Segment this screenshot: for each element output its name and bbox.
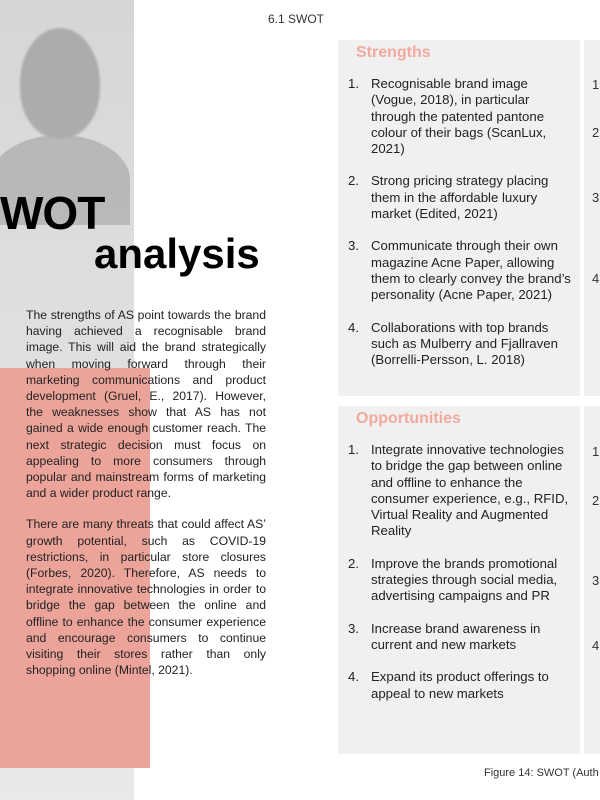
body-paragraph-1: The strengths of AS point towards the brand having achieved a recognisable brand image. This will aid the brand strategically when moving forward through their marketing communications and product development (Gruel, E., 2017). However, the weaknesses show that AS has not gained a wide enough customer reach. The next strategic decision must focus on appealing to more consumers through popular and mainstream forms of marketing and a wider product range. — [26, 308, 266, 501]
list-item: 2. Improve the brands promotional strategies through social media, advertising campaigns and PR — [348, 555, 558, 604]
opportunities-title: Opportunities — [356, 410, 461, 427]
list-item: 4. Expand its product offerings to appeal to new markets — [348, 669, 549, 701]
list-item: 2. Strong pricing strategy placing them in the affordable luxury market (Edited, 2021) — [348, 173, 549, 222]
body-paragraph-2: There are many threats that could affect AS’ growth potential, such as COVID-19 restrictions, in particular store closures (Forbes, 2020). Therefore, AS needs to integrate innovative technologies in order to bridge the gap between the online and offline to enhance the consumer experience and encourage consumers to continue visiting their stores rather than only shopping online (Mintel, 2021). — [26, 517, 266, 678]
weaknesses-number: 2 — [592, 125, 600, 140]
page-title: WOT — [0, 187, 105, 239]
weaknesses-number: 3 — [592, 190, 600, 205]
weaknesses-number: 1 — [592, 77, 600, 92]
threats-number: 4 — [592, 638, 600, 653]
strengths-list — [348, 76, 573, 384]
threats-number: 3 — [592, 573, 600, 588]
list-item: 3. Increase brand awareness in current and new markets — [348, 620, 541, 652]
list-item: 1. Integrate innovative technologies to bridge the gap between online and offline to enhance the consumer experience, e.g., RFID, Virtual Reality and Augmented Reality — [348, 442, 569, 539]
weaknesses-number: 4 — [592, 271, 600, 286]
list-item: 4. Collaborations with top brands such as Mulberry and Fjallraven (Borrelli-Persson, L. 2018) — [348, 319, 558, 368]
opportunities-list — [348, 442, 573, 718]
body-text — [26, 307, 266, 693]
opportunities-panel — [338, 406, 580, 754]
strengths-title: Strengths — [356, 44, 431, 61]
figure-caption: Figure 14: SWOT (Auth — [484, 767, 599, 779]
section-label: 6.1 SWOT — [268, 12, 325, 26]
person-silhouette-head — [20, 28, 100, 138]
strengths-panel — [338, 40, 580, 396]
threats-number: 2 — [592, 493, 600, 508]
threats-number: 1 — [592, 444, 600, 459]
weaknesses-panel-edge — [584, 40, 600, 396]
page-subtitle: analysis — [94, 230, 260, 277]
list-item: 3. Communicate through their own magazine Acne Paper, allowing them to clearly convey the brand’s personality (Acne Paper, 2021) — [348, 238, 571, 303]
list-item: 1. Recognisable brand image (Vogue, 2018), in particular through the patented pantone colour of their bags (ScanLux, 2021) — [348, 76, 547, 157]
